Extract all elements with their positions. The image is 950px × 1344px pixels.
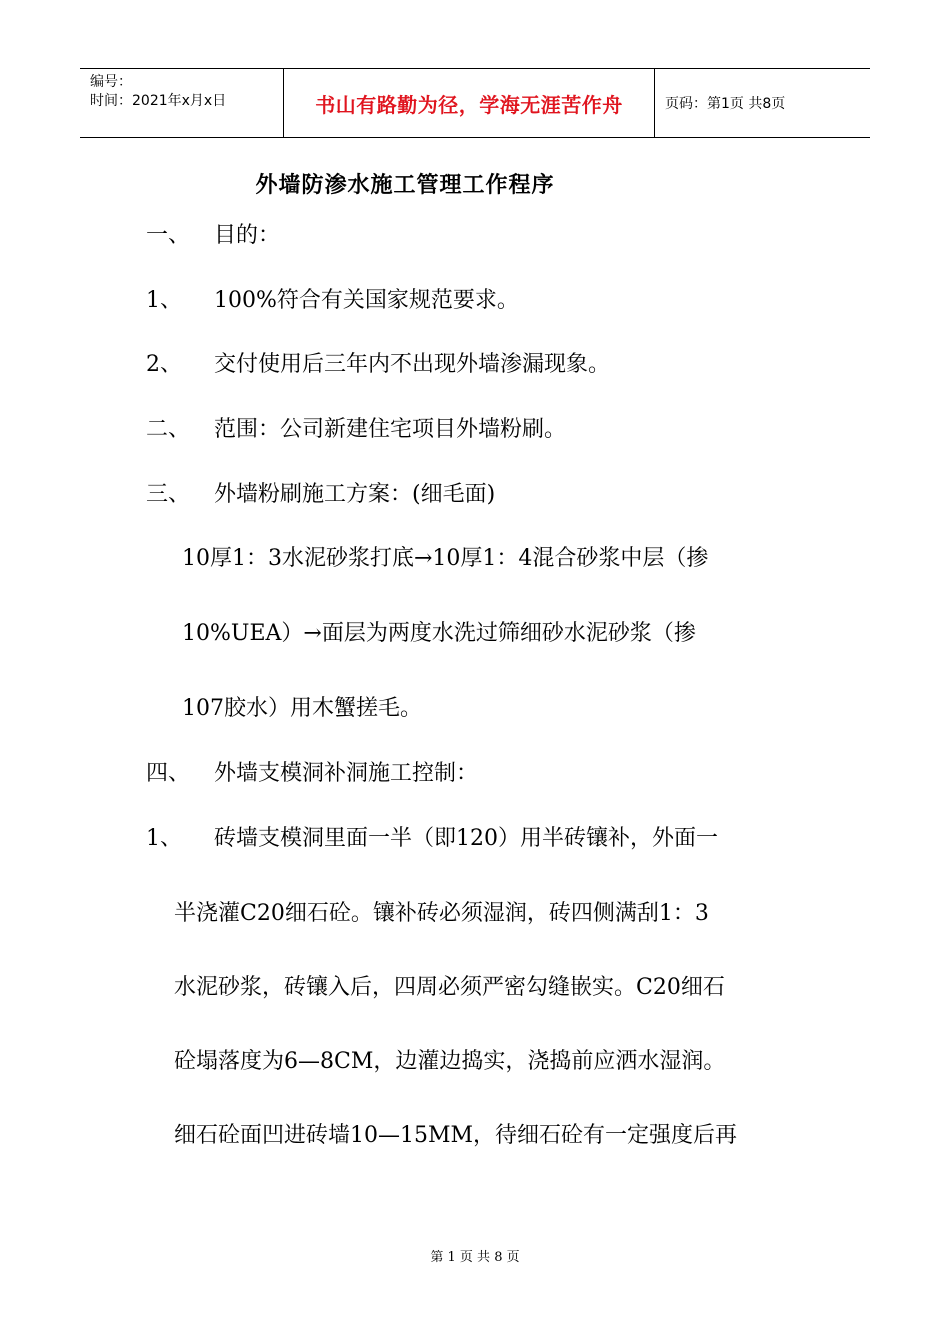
page-footer: 第 1 页 共 8 页 [430,1250,520,1265]
plan-line: 10厚1：3水泥砂浆打底→10厚1：4混合砂浆中层（掺 [182,546,709,571]
page-info: 页码：第1页 共8页 [665,96,786,112]
plan-line: 107胶水）用木蟹搓毛。 [182,696,422,721]
time-label: 时间：2021年x月x日 [90,93,227,109]
section-text: 外墙支模洞补洞施工控制： [214,761,479,786]
section-number: 一、 [146,223,191,248]
document-title: 外墙防渗水施工管理工作程序 [255,173,555,198]
section-number: 三、 [146,482,191,507]
number-label: 编号： [90,74,132,90]
item-number: 1、 [146,288,182,313]
item-paragraph-line: 水泥砂浆，砖镶入后，四周必须严密勾缝嵌实。C20细石 [174,975,725,1000]
item-number: 1、 [146,826,182,851]
header-table [80,68,870,138]
section-text: 外墙粉刷施工方案：(细毛面) [214,482,496,507]
plan-line: 10%UEA）→面层为两度水洗过筛细砂水泥砂浆（掺 [182,621,696,646]
item-paragraph-line: 细石砼面凹进砖墙10—15MM，待细石砼有一定强度后再 [174,1123,738,1148]
item-paragraph-line: 砼塌落度为6—8CM，边灌边捣实，浇捣前应洒水湿润。 [174,1049,726,1074]
section-number: 四、 [146,761,191,786]
item-text: 100%符合有关国家规范要求。 [214,288,519,313]
section-text: 范围：公司新建住宅项目外墙粉刷。 [214,417,567,442]
section-number: 二、 [146,417,191,442]
item-paragraph-line: 半浇灌C20细石砼。镶补砖必须湿润，砖四侧满刮1：3 [174,901,709,926]
header-left-cell [80,69,283,137]
item-text: 砖墙支模洞里面一半（即120）用半砖镶补，外面一 [214,826,718,851]
item-text: 交付使用后三年内不出现外墙渗漏现象。 [214,352,611,377]
motto: 书山有路勤为径，学海无涯苦作舟 [283,69,655,137]
section-text: 目的： [214,223,281,248]
item-number: 2、 [146,352,182,377]
